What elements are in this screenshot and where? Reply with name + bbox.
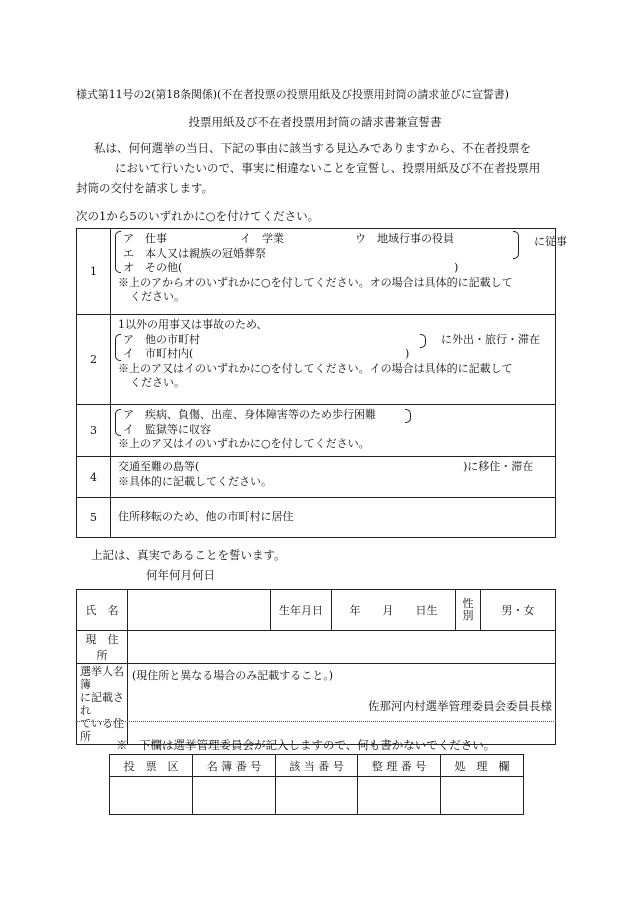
option-number: 4: [77, 457, 111, 497]
option-3-note: ※上のア又はイのいずれかに○を付してください。: [118, 437, 370, 450]
header-reference-number: 整 理 番 号: [358, 755, 441, 777]
option-1-suffix: に従事: [534, 235, 567, 248]
option-1e: エ 本人又は親族の冠婚葬祭: [123, 246, 266, 260]
cut-line: [76, 721, 556, 722]
registry-number-cell[interactable]: [193, 777, 276, 815]
option-3a: ア 疾病、負傷、出産、身体障害等のため歩行困難: [123, 408, 376, 421]
addressee: 佐那河内村選挙管理委員会委員長様: [368, 699, 552, 713]
birthdate-field[interactable]: 年 月 日生: [332, 590, 456, 631]
option-number: 3: [77, 405, 111, 456]
intro-line-1: 私は、何何選挙の当日、下記の事由に該当する見込みでありますから、不在者投票を: [94, 141, 531, 155]
form-title: 様式第11号の2(第18条関係)(不在者投票の投票用紙及び投票用封筒の請求並びに宣誓書): [76, 88, 509, 101]
reference-number-cell[interactable]: [358, 777, 441, 815]
option-row-5[interactable]: [76, 497, 556, 538]
office-use-table: [109, 754, 524, 815]
option-2-suffix: に外出・旅行・滞在: [441, 332, 540, 346]
header-processing: 処 理 欄: [440, 755, 523, 777]
option-1-note-cont: ください。: [130, 290, 185, 303]
option-1o-close: ): [454, 261, 459, 274]
document-title: 投票用紙及び不在者投票用封筒の請求書兼宣誓書: [188, 115, 442, 129]
sex-label: 性別: [456, 590, 481, 631]
option-2i-close: ): [405, 347, 410, 360]
option-1-note: ※上のアからオのいずれかに○を付してください。オの場合は具体的に記載して: [118, 275, 513, 289]
address-field[interactable]: [128, 631, 556, 664]
oath-statement: 上記は、真実であることを誓います。: [91, 548, 286, 562]
option-number: 1: [77, 229, 111, 314]
option-2-note-cont: ください。: [130, 376, 185, 389]
reason-options-table: [76, 228, 567, 538]
registry-address-field[interactable]: (現住所と異なる場合のみ記載すること。): [128, 664, 556, 745]
header-registry-number: 名 簿 番 号: [193, 755, 276, 777]
sex-field[interactable]: 男・女: [481, 590, 556, 631]
option-number: 2: [77, 315, 111, 404]
date-line[interactable]: 何年何月何日: [146, 568, 215, 582]
address-label: 現 住 所: [77, 631, 128, 664]
option-2a: ア 他の市町村: [123, 332, 200, 346]
option-number: 5: [77, 498, 111, 537]
option-3i: イ 監獄等に収容: [123, 422, 211, 436]
option-4-text: 交通至難の島等(: [118, 460, 200, 473]
header-voting-district: 投 票 区: [110, 755, 193, 777]
option-2i: イ 市町村内(: [123, 347, 194, 360]
office-note: ※ 下欄は選挙管理委員会が記入しますので、何も書かないでください。: [116, 738, 496, 752]
matching-number-cell[interactable]: [275, 777, 358, 815]
option-row-3[interactable]: [76, 404, 556, 456]
option-row-4[interactable]: [76, 456, 556, 497]
voting-district-cell[interactable]: [110, 777, 193, 815]
intro-line-2: において行いたいので、事実に相違ないことを宣誓し、投票用紙及び不在者投票用: [115, 161, 541, 175]
name-field[interactable]: [128, 590, 271, 631]
option-4-suffix: )に移住・滞在: [463, 460, 534, 473]
header-matching-number: 該 当 番 号: [275, 755, 358, 777]
name-label: 氏 名: [77, 590, 128, 631]
option-1a: ア 仕事: [123, 232, 167, 245]
option-1i: イ 学業: [240, 232, 284, 245]
intro-line-3: 封筒の交付を請求します。: [76, 181, 214, 195]
instruction-text: 次の1から5のいずれかに○を付けてください。: [76, 209, 320, 223]
option-1u: ウ 地域行事の役員: [355, 232, 454, 245]
option-2-note: ※上のア又はイのいずれかに○を付してください。イの場合は具体的に記載して: [118, 361, 513, 375]
option-row-1[interactable]: [76, 228, 567, 314]
option-1o: オ その他(: [123, 261, 183, 274]
option-4-note: ※具体的に記載してください。: [118, 474, 272, 488]
option-2-head: 1以外の用事又は事故のため、: [118, 318, 268, 331]
registry-address-label: 選挙人名簿 に記載され ている住所: [77, 664, 128, 745]
birthdate-label: 生年月日: [271, 590, 332, 631]
option-5-text: 住所移転のため、他の市町村に居住: [118, 510, 294, 524]
processing-cell[interactable]: [440, 777, 523, 815]
option-row-2[interactable]: [76, 314, 556, 404]
